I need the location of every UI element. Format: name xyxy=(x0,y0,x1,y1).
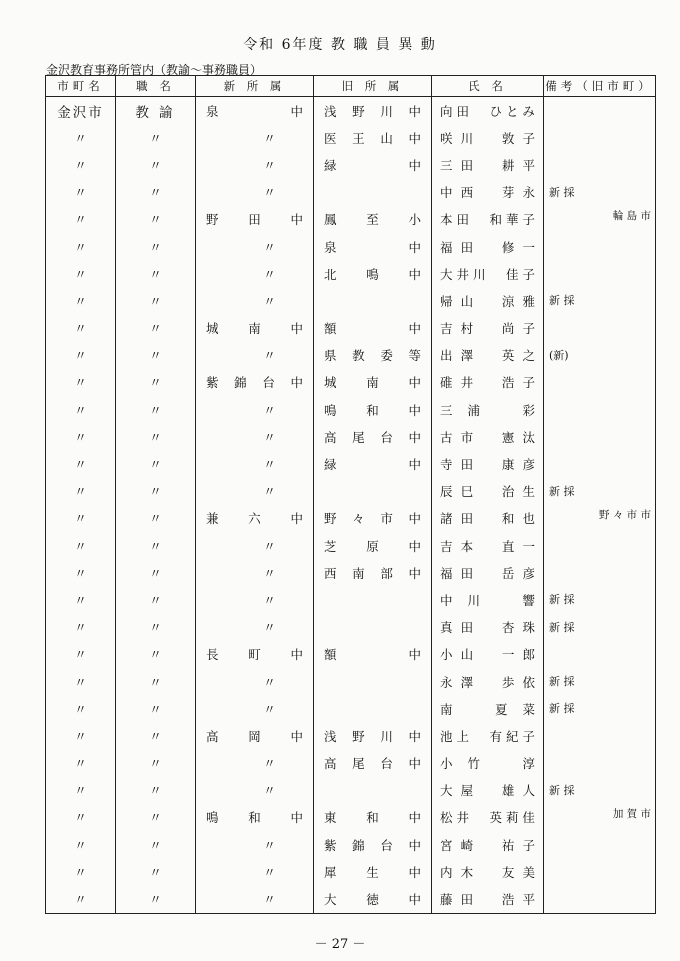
cell-remarks xyxy=(544,179,656,206)
cell-name: 宮 崎 祐 子 xyxy=(432,831,544,858)
cell-new-assignment xyxy=(196,559,314,586)
cell-remarks xyxy=(544,885,656,913)
cell-old-assignment xyxy=(314,668,432,695)
cell-job: 〃 xyxy=(116,342,196,369)
cell-name: 大 屋 雄 人 xyxy=(432,777,544,804)
cell-city: 〃 xyxy=(46,206,116,233)
cell-new-assignment xyxy=(196,614,314,641)
cell-old-assignment: 浅 野 川 中 xyxy=(314,97,432,125)
cell-new-assignment-ditto: 〃 xyxy=(263,157,276,173)
cell-new-assignment xyxy=(196,233,314,260)
cell-name: 本 田 和 華 子 xyxy=(432,206,544,233)
cell-name: 帰 山 涼 雅 xyxy=(432,287,544,314)
cell-old-assignment: 野 々 市 中 xyxy=(314,505,432,532)
page-subtitle: 金沢教育事務所管内（教諭～事務職員） xyxy=(46,63,263,77)
cell-name: 中 川 響 xyxy=(432,586,544,613)
table-row xyxy=(46,151,656,178)
cell-city: 〃 xyxy=(46,722,116,749)
cell-new-assignment-ditto: 〃 xyxy=(263,837,276,853)
cell-new-assignment xyxy=(196,179,314,206)
cell-job: 〃 xyxy=(116,804,196,831)
cell-name: 碓 井 浩 子 xyxy=(432,369,544,396)
cell-city: 〃 xyxy=(46,478,116,505)
cell-job: 〃 xyxy=(116,287,196,314)
cell-new-assignment xyxy=(196,151,314,178)
cell-new-assignment-ditto: 〃 xyxy=(263,293,276,309)
cell-new-assignment: 野 田 中 xyxy=(196,206,314,233)
remark-text: 新 採 xyxy=(549,484,575,498)
cell-old-assignment xyxy=(314,614,432,641)
cell-city: 〃 xyxy=(46,124,116,151)
cell-city: 〃 xyxy=(46,450,116,477)
cell-old-assignment: 高 尾 台 中 xyxy=(314,423,432,450)
cell-new-assignment-ditto: 〃 xyxy=(263,892,276,908)
cell-new-assignment xyxy=(196,885,314,913)
table-row xyxy=(46,505,656,532)
cell-new-assignment xyxy=(196,777,314,804)
cell-remarks xyxy=(544,260,656,287)
header-new-assignment: 新 所 属 xyxy=(196,76,314,97)
cell-job: 〃 xyxy=(116,695,196,722)
cell-job: 〃 xyxy=(116,885,196,913)
cell-old-assignment: 泉 中 xyxy=(314,233,432,260)
cell-new-assignment xyxy=(196,668,314,695)
cell-city: 〃 xyxy=(46,885,116,913)
cell-city: 〃 xyxy=(46,641,116,668)
cell-city: 〃 xyxy=(46,151,116,178)
cell-city: 〃 xyxy=(46,260,116,287)
cell-city: 〃 xyxy=(46,179,116,206)
remark-text: 新 採 xyxy=(549,783,575,797)
cell-name: 三 田 耕 平 xyxy=(432,151,544,178)
remark-text: 新 採 xyxy=(549,702,575,716)
cell-city: 〃 xyxy=(46,369,116,396)
cell-new-assignment xyxy=(196,287,314,314)
cell-city: 金沢市 xyxy=(46,97,116,125)
former-municipality: 輪 島 市 xyxy=(612,209,651,222)
cell-name: 辰 巳 治 生 xyxy=(432,478,544,505)
cell-old-assignment: 鳴 和 中 xyxy=(314,396,432,423)
cell-old-assignment xyxy=(314,777,432,804)
table-row xyxy=(46,532,656,559)
remark-text: 新 採 xyxy=(549,185,575,199)
cell-remarks xyxy=(544,777,656,804)
cell-remarks xyxy=(544,858,656,885)
cell-job: 〃 xyxy=(116,614,196,641)
cell-new-assignment xyxy=(196,532,314,559)
cell-job: 〃 xyxy=(116,722,196,749)
table-row xyxy=(46,831,656,858)
cell-old-assignment: 犀 生 中 xyxy=(314,858,432,885)
cell-remarks xyxy=(544,151,656,178)
cell-new-assignment-ditto: 〃 xyxy=(263,756,276,772)
cell-name: 真 田 杏 珠 xyxy=(432,614,544,641)
cell-remarks xyxy=(544,831,656,858)
cell-new-assignment-ditto: 〃 xyxy=(263,565,276,581)
cell-old-assignment: 医 王 山 中 xyxy=(314,124,432,151)
cell-job: 〃 xyxy=(116,478,196,505)
cell-new-assignment xyxy=(196,695,314,722)
cell-new-assignment xyxy=(196,342,314,369)
cell-old-assignment: 高 尾 台 中 xyxy=(314,750,432,777)
cell-remarks xyxy=(544,614,656,641)
table-row xyxy=(46,396,656,423)
cell-name: 小 山 一 郎 xyxy=(432,641,544,668)
transfer-table xyxy=(45,75,656,914)
cell-remarks xyxy=(544,586,656,613)
table-row xyxy=(46,206,656,233)
cell-city: 〃 xyxy=(46,342,116,369)
remark-text: 新 採 xyxy=(549,294,575,308)
table-row xyxy=(46,124,656,151)
cell-name: 大 井 川 佳 子 xyxy=(432,260,544,287)
cell-name: 松 井 英 莉 佳 xyxy=(432,804,544,831)
table-row xyxy=(46,450,656,477)
cell-remarks xyxy=(544,804,656,831)
table-row xyxy=(46,722,656,749)
cell-remarks xyxy=(544,505,656,532)
cell-name: 吉 村 尚 子 xyxy=(432,315,544,342)
cell-remarks xyxy=(544,532,656,559)
cell-old-assignment xyxy=(314,586,432,613)
remark-text: 新 採 xyxy=(549,620,575,634)
cell-remarks xyxy=(544,206,656,233)
cell-job: 〃 xyxy=(116,777,196,804)
cell-new-assignment-ditto: 〃 xyxy=(263,484,276,500)
cell-new-assignment-ditto: 〃 xyxy=(263,457,276,473)
cell-city: 〃 xyxy=(46,532,116,559)
table-row xyxy=(46,614,656,641)
cell-job: 〃 xyxy=(116,369,196,396)
table-header-row xyxy=(46,76,656,97)
cell-new-assignment xyxy=(196,750,314,777)
cell-new-assignment-ditto: 〃 xyxy=(263,185,276,201)
cell-city: 〃 xyxy=(46,695,116,722)
cell-job: 〃 xyxy=(116,423,196,450)
cell-name: 南 夏 菜 xyxy=(432,695,544,722)
cell-new-assignment-ditto: 〃 xyxy=(263,592,276,608)
former-municipality: 加 賀 市 xyxy=(612,807,651,820)
cell-old-assignment xyxy=(314,478,432,505)
cell-new-assignment: 兼 六 中 xyxy=(196,505,314,532)
table-row xyxy=(46,315,656,342)
cell-new-assignment xyxy=(196,831,314,858)
header-city: 市町名 xyxy=(46,76,116,97)
cell-city: 〃 xyxy=(46,614,116,641)
cell-city: 〃 xyxy=(46,586,116,613)
cell-new-assignment: 泉 中 xyxy=(196,97,314,125)
table-row xyxy=(46,695,656,722)
cell-name: 福 田 岳 彦 xyxy=(432,559,544,586)
table-row xyxy=(46,97,656,125)
cell-new-assignment-ditto: 〃 xyxy=(263,348,276,364)
cell-old-assignment xyxy=(314,695,432,722)
cell-job: 〃 xyxy=(116,559,196,586)
cell-job: 〃 xyxy=(116,858,196,885)
table-row xyxy=(46,287,656,314)
cell-old-assignment: 大 徳 中 xyxy=(314,885,432,913)
cell-remarks xyxy=(544,342,656,369)
cell-remarks xyxy=(544,396,656,423)
cell-city: 〃 xyxy=(46,750,116,777)
header-old-assignment: 旧 所 属 xyxy=(314,76,432,97)
cell-new-assignment-ditto: 〃 xyxy=(263,783,276,799)
table-row xyxy=(46,858,656,885)
remark-text: (新) xyxy=(549,348,569,362)
cell-name: 池 上 有 紀 子 xyxy=(432,722,544,749)
cell-new-assignment-ditto: 〃 xyxy=(263,620,276,636)
cell-remarks xyxy=(544,450,656,477)
cell-remarks xyxy=(544,478,656,505)
cell-remarks xyxy=(544,369,656,396)
cell-remarks xyxy=(544,233,656,260)
cell-new-assignment-ditto: 〃 xyxy=(263,266,276,282)
cell-job: 〃 xyxy=(116,233,196,260)
cell-old-assignment: 額 中 xyxy=(314,315,432,342)
cell-old-assignment: 城 南 中 xyxy=(314,369,432,396)
cell-remarks xyxy=(544,287,656,314)
cell-job: 教 諭 xyxy=(116,97,196,125)
cell-new-assignment xyxy=(196,423,314,450)
cell-old-assignment: 芝 原 中 xyxy=(314,532,432,559)
cell-old-assignment: 西 南 部 中 xyxy=(314,559,432,586)
cell-remarks xyxy=(544,97,656,125)
cell-remarks xyxy=(544,750,656,777)
cell-job: 〃 xyxy=(116,641,196,668)
cell-job: 〃 xyxy=(116,450,196,477)
cell-new-assignment-ditto: 〃 xyxy=(263,701,276,717)
cell-city: 〃 xyxy=(46,505,116,532)
cell-name: 寺 田 康 彦 xyxy=(432,450,544,477)
cell-job: 〃 xyxy=(116,396,196,423)
cell-new-assignment: 長 町 中 xyxy=(196,641,314,668)
cell-old-assignment xyxy=(314,179,432,206)
former-municipality: 野 々 市 市 xyxy=(598,508,651,521)
cell-name: 三 浦 彩 xyxy=(432,396,544,423)
page-title: 令和 6年度 教 職 員 異 動 xyxy=(243,37,437,53)
header-name: 氏 名 xyxy=(432,76,544,97)
cell-old-assignment xyxy=(314,287,432,314)
cell-new-assignment xyxy=(196,586,314,613)
cell-old-assignment: 緑 中 xyxy=(314,450,432,477)
cell-new-assignment xyxy=(196,858,314,885)
cell-city: 〃 xyxy=(46,233,116,260)
cell-city: 〃 xyxy=(46,396,116,423)
cell-old-assignment: 浅 野 川 中 xyxy=(314,722,432,749)
table-row xyxy=(46,777,656,804)
cell-job: 〃 xyxy=(116,668,196,695)
cell-job: 〃 xyxy=(116,151,196,178)
cell-old-assignment: 県 教 委 等 xyxy=(314,342,432,369)
cell-new-assignment-ditto: 〃 xyxy=(263,402,276,418)
cell-remarks xyxy=(544,668,656,695)
cell-job: 〃 xyxy=(116,505,196,532)
cell-city: 〃 xyxy=(46,777,116,804)
cell-remarks xyxy=(544,695,656,722)
table-row xyxy=(46,423,656,450)
page-number: － 27 － xyxy=(314,937,366,952)
cell-job: 〃 xyxy=(116,260,196,287)
cell-name: 小 竹 淳 xyxy=(432,750,544,777)
cell-old-assignment: 北 鳴 中 xyxy=(314,260,432,287)
cell-job: 〃 xyxy=(116,315,196,342)
cell-job: 〃 xyxy=(116,532,196,559)
cell-city: 〃 xyxy=(46,858,116,885)
cell-job: 〃 xyxy=(116,179,196,206)
cell-old-assignment: 鳳 至 小 xyxy=(314,206,432,233)
cell-new-assignment xyxy=(196,260,314,287)
cell-remarks xyxy=(544,722,656,749)
remark-text: 新 採 xyxy=(549,674,575,688)
cell-new-assignment xyxy=(196,450,314,477)
table-row xyxy=(46,260,656,287)
cell-job: 〃 xyxy=(116,586,196,613)
remark-text: 新 採 xyxy=(549,593,575,607)
cell-new-assignment-ditto: 〃 xyxy=(263,429,276,445)
cell-city: 〃 xyxy=(46,315,116,342)
cell-name: 福 田 修 一 xyxy=(432,233,544,260)
cell-job: 〃 xyxy=(116,206,196,233)
cell-new-assignment xyxy=(196,478,314,505)
table-row xyxy=(46,342,656,369)
cell-new-assignment: 高 岡 中 xyxy=(196,722,314,749)
table-row xyxy=(46,478,656,505)
table-row xyxy=(46,233,656,260)
cell-new-assignment-ditto: 〃 xyxy=(263,130,276,146)
cell-name: 藤 田 浩 平 xyxy=(432,885,544,913)
cell-city: 〃 xyxy=(46,831,116,858)
cell-name: 出 澤 英 之 xyxy=(432,342,544,369)
cell-new-assignment: 紫 錦 台 中 xyxy=(196,369,314,396)
cell-name: 中 西 芽 永 xyxy=(432,179,544,206)
cell-name: 吉 本 直 一 xyxy=(432,532,544,559)
cell-new-assignment-ditto: 〃 xyxy=(263,538,276,554)
cell-city: 〃 xyxy=(46,559,116,586)
cell-new-assignment-ditto: 〃 xyxy=(263,674,276,690)
cell-remarks xyxy=(544,641,656,668)
cell-city: 〃 xyxy=(46,287,116,314)
table-row xyxy=(46,586,656,613)
cell-city: 〃 xyxy=(46,423,116,450)
table-row xyxy=(46,885,656,913)
cell-name: 古 市 憲 汰 xyxy=(432,423,544,450)
cell-city: 〃 xyxy=(46,668,116,695)
header-job: 職 名 xyxy=(116,76,196,97)
cell-new-assignment: 鳴 和 中 xyxy=(196,804,314,831)
cell-remarks xyxy=(544,124,656,151)
cell-remarks xyxy=(544,423,656,450)
cell-name: 向 田 ひ と み xyxy=(432,97,544,125)
cell-name: 永 澤 歩 依 xyxy=(432,668,544,695)
cell-new-assignment xyxy=(196,396,314,423)
table-row xyxy=(46,804,656,831)
cell-old-assignment: 紫 錦 台 中 xyxy=(314,831,432,858)
table-row xyxy=(46,641,656,668)
cell-new-assignment-ditto: 〃 xyxy=(263,239,276,255)
header-remarks: 備考（旧市町） xyxy=(544,76,656,97)
cell-job: 〃 xyxy=(116,831,196,858)
table-row xyxy=(46,369,656,396)
table-row xyxy=(46,668,656,695)
cell-new-assignment: 城 南 中 xyxy=(196,315,314,342)
table-row xyxy=(46,559,656,586)
cell-job: 〃 xyxy=(116,750,196,777)
table-row xyxy=(46,179,656,206)
cell-remarks xyxy=(544,315,656,342)
cell-old-assignment: 額 中 xyxy=(314,641,432,668)
cell-old-assignment: 東 和 中 xyxy=(314,804,432,831)
cell-job: 〃 xyxy=(116,124,196,151)
cell-name: 諸 田 和 也 xyxy=(432,505,544,532)
cell-new-assignment-ditto: 〃 xyxy=(263,864,276,880)
cell-name: 咲 川 敦 子 xyxy=(432,124,544,151)
table-row xyxy=(46,750,656,777)
cell-city: 〃 xyxy=(46,804,116,831)
cell-new-assignment xyxy=(196,124,314,151)
cell-remarks xyxy=(544,559,656,586)
cell-name: 内 木 友 美 xyxy=(432,858,544,885)
cell-old-assignment: 緑 中 xyxy=(314,151,432,178)
